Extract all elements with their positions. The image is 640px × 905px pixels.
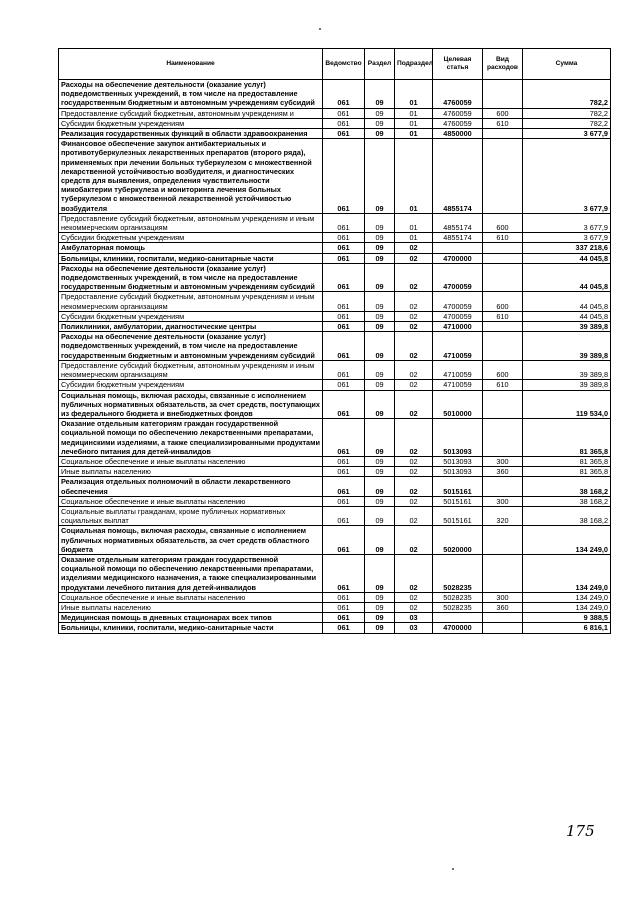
row-vedomstvo: 061 — [323, 360, 365, 379]
row-podrazdel: 02 — [395, 332, 433, 361]
table-row — [59, 253, 611, 263]
row-statya: 5028235 — [433, 592, 483, 602]
row-razdel: 09 — [365, 139, 395, 214]
row-summa: 39 389,8 — [523, 360, 611, 379]
table-row — [59, 602, 611, 612]
row-vid: 300 — [483, 592, 523, 602]
row-vid — [483, 139, 523, 214]
row-statya: 5013093 — [433, 456, 483, 466]
row-razdel: 09 — [365, 213, 395, 232]
row-vedomstvo: 061 — [323, 623, 365, 633]
row-razdel: 09 — [365, 80, 395, 109]
row-summa: 39 389,8 — [523, 380, 611, 390]
row-vedomstvo: 061 — [323, 139, 365, 214]
header-razdel: Раздел — [365, 49, 395, 80]
table-row — [59, 554, 611, 592]
budget-table — [58, 48, 611, 634]
row-razdel: 09 — [365, 129, 395, 139]
row-statya: 4710059 — [433, 380, 483, 390]
row-summa: 81 365,8 — [523, 419, 611, 457]
row-razdel: 09 — [365, 467, 395, 477]
table-row — [59, 311, 611, 321]
row-razdel: 09 — [365, 108, 395, 118]
row-vedomstvo: 061 — [323, 322, 365, 332]
row-summa: 3 677,9 — [523, 139, 611, 214]
row-vedomstvo: 061 — [323, 263, 365, 292]
row-vid — [483, 263, 523, 292]
row-razdel: 09 — [365, 456, 395, 466]
row-podrazdel: 02 — [395, 253, 433, 263]
row-name: Медицинская помощь в дневных стационарах всех типов — [59, 613, 323, 623]
row-statya: 4700000 — [433, 623, 483, 633]
row-vid — [483, 332, 523, 361]
row-razdel: 09 — [365, 380, 395, 390]
row-name: Финансовое обеспечение закупок антибактериальных и противотуберкулезных лекарственных препаратов (второго ряда), применяемых при лечении больных туберкулезом с множественной лекарственной устойчивостью возбудителя, и диагностических средств для выявления, определения чувствительности микобактерии туберкулеза и мониторинга лечения больных туберкулезом с множественной лекарственной устойчивостью возбудителя — [59, 139, 323, 214]
row-statya: 4710000 — [433, 322, 483, 332]
table-row — [59, 390, 611, 419]
header-podrazdel: Подраздел — [395, 49, 433, 80]
row-podrazdel: 02 — [395, 456, 433, 466]
row-statya: 4760059 — [433, 80, 483, 109]
row-name: Расходы на обеспечение деятельности (оказание услуг) подведомственных учреждений, в том числе на предоставление государственным бюджетным и автономным учреждениям субсидий — [59, 80, 323, 109]
row-vid: 600 — [483, 108, 523, 118]
row-summa: 6 816,1 — [523, 623, 611, 633]
row-vid: 600 — [483, 292, 523, 311]
row-razdel: 09 — [365, 263, 395, 292]
row-statya: 5015161 — [433, 477, 483, 496]
row-razdel: 09 — [365, 233, 395, 243]
row-podrazdel: 01 — [395, 80, 433, 109]
row-vedomstvo: 061 — [323, 380, 365, 390]
row-statya — [433, 613, 483, 623]
row-razdel: 09 — [365, 292, 395, 311]
row-podrazdel: 02 — [395, 311, 433, 321]
row-podrazdel: 02 — [395, 419, 433, 457]
row-vid — [483, 554, 523, 592]
table-row — [59, 213, 611, 232]
table-row — [59, 332, 611, 361]
row-name: Предоставление субсидий бюджетным, автономным учреждениям и иным некоммерческим организациям — [59, 292, 323, 311]
row-name: Иные выплаты населению — [59, 602, 323, 612]
row-summa: 337 218,6 — [523, 243, 611, 253]
row-vedomstvo: 061 — [323, 554, 365, 592]
table-row — [59, 233, 611, 243]
row-summa: 39 389,8 — [523, 332, 611, 361]
table-row — [59, 243, 611, 253]
row-vedomstvo: 061 — [323, 526, 365, 555]
row-statya: 4700059 — [433, 292, 483, 311]
row-statya: 5028235 — [433, 602, 483, 612]
row-summa: 44 045,8 — [523, 292, 611, 311]
row-podrazdel: 02 — [395, 263, 433, 292]
table-row — [59, 380, 611, 390]
row-summa: 3 677,9 — [523, 129, 611, 139]
row-vid: 610 — [483, 118, 523, 128]
row-razdel: 09 — [365, 477, 395, 496]
row-podrazdel: 02 — [395, 477, 433, 496]
row-summa: 3 677,9 — [523, 213, 611, 232]
scan-speck — [452, 868, 454, 870]
row-statya: 4710059 — [433, 360, 483, 379]
table-row — [59, 456, 611, 466]
header-vid: Вид расходов — [483, 49, 523, 80]
row-summa: 134 249,0 — [523, 592, 611, 602]
header-summa: Сумма — [523, 49, 611, 80]
table-row — [59, 360, 611, 379]
row-razdel: 09 — [365, 623, 395, 633]
row-summa: 44 045,8 — [523, 263, 611, 292]
table-row — [59, 139, 611, 214]
row-statya: 4760059 — [433, 118, 483, 128]
row-name: Больницы, клиники, госпитали, медико-санитарные части — [59, 253, 323, 263]
table-row — [59, 623, 611, 633]
page-number: 175 — [566, 822, 595, 840]
row-statya: 5015161 — [433, 506, 483, 525]
row-podrazdel: 02 — [395, 496, 433, 506]
table-header-row — [59, 49, 611, 80]
row-name: Предоставление субсидий бюджетным, автономным учреждениям и иным некоммерческим организациям — [59, 360, 323, 379]
row-podrazdel: 02 — [395, 554, 433, 592]
row-statya — [433, 243, 483, 253]
row-statya: 5015161 — [433, 496, 483, 506]
table-row — [59, 322, 611, 332]
row-vedomstvo: 061 — [323, 292, 365, 311]
row-vid: 360 — [483, 602, 523, 612]
row-vid — [483, 243, 523, 253]
table-row — [59, 419, 611, 457]
row-name: Реализация государственных функций в области здравоохранения — [59, 129, 323, 139]
row-summa: 119 534,0 — [523, 390, 611, 419]
row-statya: 4855174 — [433, 139, 483, 214]
row-podrazdel: 02 — [395, 292, 433, 311]
row-vid — [483, 129, 523, 139]
row-summa: 81 365,8 — [523, 467, 611, 477]
row-razdel: 09 — [365, 390, 395, 419]
row-name: Реализация отдельных полномочий в области лекарственного обеспечения — [59, 477, 323, 496]
row-statya: 4760059 — [433, 108, 483, 118]
row-name: Иные выплаты населению — [59, 467, 323, 477]
row-summa: 782,2 — [523, 108, 611, 118]
row-razdel: 09 — [365, 613, 395, 623]
row-summa: 38 168,2 — [523, 477, 611, 496]
row-summa: 38 168,2 — [523, 506, 611, 525]
row-statya: 5020000 — [433, 526, 483, 555]
row-vedomstvo: 061 — [323, 213, 365, 232]
row-razdel: 09 — [365, 360, 395, 379]
row-name: Предоставление субсидий бюджетным, автономным учреждениям и — [59, 108, 323, 118]
row-name: Социальное обеспечение и иные выплаты населению — [59, 592, 323, 602]
row-podrazdel: 01 — [395, 139, 433, 214]
row-vedomstvo: 061 — [323, 419, 365, 457]
header-name: Наименование — [59, 49, 323, 80]
row-vid — [483, 253, 523, 263]
row-vid — [483, 623, 523, 633]
row-statya: 4700059 — [433, 263, 483, 292]
table-row — [59, 108, 611, 118]
row-name: Расходы на обеспечение деятельности (оказание услуг) подведомственных учреждений, в том числе на предоставление государственным бюджетным и автономным учреждениям субсидий — [59, 332, 323, 361]
row-vedomstvo: 061 — [323, 390, 365, 419]
row-name: Оказание отдельным категориям граждан государственной социальной помощи по обеспечению лекарственными препаратами, изделиями медицинского назначения, а также специализированными продуктами лечебного питания для детей-инвалидов — [59, 554, 323, 592]
row-razdel: 09 — [365, 602, 395, 612]
row-vid: 360 — [483, 467, 523, 477]
row-podrazdel: 02 — [395, 322, 433, 332]
row-vid — [483, 477, 523, 496]
row-vedomstvo: 061 — [323, 108, 365, 118]
row-razdel: 09 — [365, 506, 395, 525]
row-vid: 600 — [483, 360, 523, 379]
row-razdel: 09 — [365, 496, 395, 506]
row-podrazdel: 02 — [395, 360, 433, 379]
row-name: Оказание отдельным категориям граждан государственной социальной помощи по обеспечению лекарственными препаратами, медицинскими изделиями, а также специализированными продуктами лечебного питания для детей-инвалидов — [59, 419, 323, 457]
row-razdel: 09 — [365, 332, 395, 361]
row-podrazdel: 02 — [395, 243, 433, 253]
row-summa: 9 388,5 — [523, 613, 611, 623]
table-row — [59, 118, 611, 128]
row-statya: 4850000 — [433, 129, 483, 139]
row-statya: 5013093 — [433, 467, 483, 477]
row-vedomstvo: 061 — [323, 602, 365, 612]
row-name: Социальные выплаты гражданам, кроме публичных нормативных социальных выплат — [59, 506, 323, 525]
row-vedomstvo: 061 — [323, 253, 365, 263]
row-name: Социальное обеспечение и иные выплаты населению — [59, 456, 323, 466]
row-podrazdel: 02 — [395, 592, 433, 602]
row-vedomstvo: 061 — [323, 467, 365, 477]
row-podrazdel: 01 — [395, 213, 433, 232]
row-vedomstvo: 061 — [323, 311, 365, 321]
row-vedomstvo: 061 — [323, 506, 365, 525]
row-razdel: 09 — [365, 253, 395, 263]
row-vedomstvo: 061 — [323, 118, 365, 128]
row-razdel: 09 — [365, 118, 395, 128]
row-name: Субсидии бюджетным учреждениям — [59, 118, 323, 128]
row-vid — [483, 390, 523, 419]
row-vedomstvo: 061 — [323, 129, 365, 139]
row-podrazdel: 01 — [395, 108, 433, 118]
row-razdel: 09 — [365, 526, 395, 555]
row-summa: 134 249,0 — [523, 602, 611, 612]
row-summa: 3 677,9 — [523, 233, 611, 243]
table-row — [59, 129, 611, 139]
table-row — [59, 467, 611, 477]
row-vedomstvo: 061 — [323, 496, 365, 506]
row-statya: 5028235 — [433, 554, 483, 592]
row-name: Субсидии бюджетным учреждениям — [59, 380, 323, 390]
row-summa: 44 045,8 — [523, 311, 611, 321]
row-podrazdel: 02 — [395, 390, 433, 419]
row-statya: 4700059 — [433, 311, 483, 321]
row-vedomstvo: 061 — [323, 477, 365, 496]
table-row — [59, 80, 611, 109]
row-razdel: 09 — [365, 554, 395, 592]
row-vedomstvo: 061 — [323, 592, 365, 602]
row-vedomstvo: 061 — [323, 456, 365, 466]
row-vedomstvo: 061 — [323, 332, 365, 361]
table-row — [59, 592, 611, 602]
row-summa: 782,2 — [523, 80, 611, 109]
table-row — [59, 506, 611, 525]
row-razdel: 09 — [365, 322, 395, 332]
row-summa: 44 045,8 — [523, 253, 611, 263]
row-razdel: 09 — [365, 243, 395, 253]
row-name: Социальная помощь, включая расходы, связанные с исполнением публичных нормативных обязательств, за счет средств областного бюджета — [59, 526, 323, 555]
row-summa: 38 168,2 — [523, 496, 611, 506]
table-row — [59, 263, 611, 292]
row-vid — [483, 322, 523, 332]
row-statya: 5013093 — [433, 419, 483, 457]
row-razdel: 09 — [365, 419, 395, 457]
row-vid: 320 — [483, 506, 523, 525]
table-row — [59, 496, 611, 506]
table-row — [59, 477, 611, 496]
row-vid — [483, 526, 523, 555]
row-vedomstvo: 061 — [323, 233, 365, 243]
row-podrazdel: 01 — [395, 233, 433, 243]
table-body — [59, 80, 611, 634]
header-vedomstvo: Ведомство — [323, 49, 365, 80]
row-statya: 4710059 — [433, 332, 483, 361]
row-vedomstvo: 061 — [323, 613, 365, 623]
row-name: Социальное обеспечение и иные выплаты населению — [59, 496, 323, 506]
row-vid: 610 — [483, 380, 523, 390]
row-summa: 134 249,0 — [523, 526, 611, 555]
row-name: Субсидии бюджетным учреждениям — [59, 233, 323, 243]
row-podrazdel: 02 — [395, 506, 433, 525]
row-podrazdel: 02 — [395, 467, 433, 477]
row-vid: 300 — [483, 496, 523, 506]
row-summa: 134 249,0 — [523, 554, 611, 592]
row-vedomstvo: 061 — [323, 243, 365, 253]
table-row — [59, 526, 611, 555]
row-statya: 4700000 — [433, 253, 483, 263]
row-vid: 300 — [483, 456, 523, 466]
scan-speck — [319, 28, 321, 30]
row-name: Предоставление субсидий бюджетным, автономным учреждениям и иным некоммерческим организациям — [59, 213, 323, 232]
row-vid — [483, 419, 523, 457]
row-razdel: 09 — [365, 311, 395, 321]
header-statya: Целевая статья — [433, 49, 483, 80]
row-name: Расходы на обеспечение деятельности (оказание услуг) подведомственных учреждений, в том числе на предоставление государственным бюджетным и автономным учреждениям субсидий — [59, 263, 323, 292]
row-razdel: 09 — [365, 592, 395, 602]
row-statya: 4855174 — [433, 213, 483, 232]
table-row — [59, 292, 611, 311]
row-summa: 81 365,8 — [523, 456, 611, 466]
row-vid — [483, 80, 523, 109]
row-podrazdel: 02 — [395, 380, 433, 390]
row-podrazdel: 01 — [395, 118, 433, 128]
row-podrazdel: 02 — [395, 526, 433, 555]
row-vid: 610 — [483, 233, 523, 243]
row-vid: 600 — [483, 213, 523, 232]
row-name: Амбулаторная помощь — [59, 243, 323, 253]
row-name: Больницы, клиники, госпитали, медико-санитарные части — [59, 623, 323, 633]
row-statya: 5010000 — [433, 390, 483, 419]
row-name: Субсидии бюджетным учреждениям — [59, 311, 323, 321]
row-podrazdel: 03 — [395, 613, 433, 623]
row-name: Поликлиники, амбулатории, диагностические центры — [59, 322, 323, 332]
table-row — [59, 613, 611, 623]
row-statya: 4855174 — [433, 233, 483, 243]
row-vedomstvo: 061 — [323, 80, 365, 109]
row-podrazdel: 02 — [395, 602, 433, 612]
row-summa: 782,2 — [523, 118, 611, 128]
row-name: Социальная помощь, включая расходы, связанные с исполнением публичных нормативных обязательств, за счет средств, поступающих из федерального бюджета и внебюджетных фондов — [59, 390, 323, 419]
row-vid — [483, 613, 523, 623]
row-podrazdel: 03 — [395, 623, 433, 633]
row-summa: 39 389,8 — [523, 322, 611, 332]
row-vid: 610 — [483, 311, 523, 321]
row-podrazdel: 01 — [395, 129, 433, 139]
